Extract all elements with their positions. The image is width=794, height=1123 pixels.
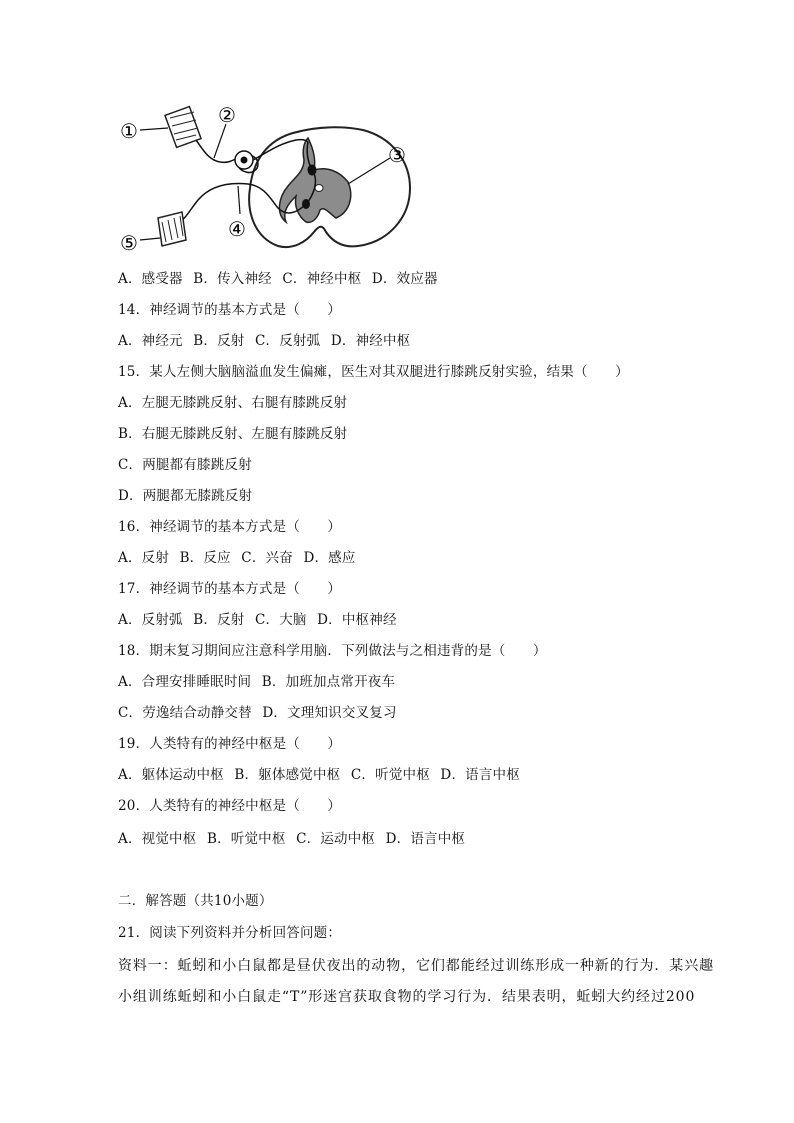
q15-option-b: B．右腿无膝跳反射、左腿有膝跳反射 (118, 426, 348, 442)
q16-option-c: C．兴奋 (241, 550, 293, 566)
q17-stem: 17．神经调节的基本方式是（ ） (118, 581, 342, 597)
q15-option-a: A．左腿无膝跳反射、右腿有膝跳反射 (118, 395, 348, 411)
q20-option-b: B．听觉中枢 (206, 831, 286, 847)
q19-option-d: D．语言中枢 (440, 767, 520, 783)
q16-stem: 16．神经调节的基本方式是（ ） (118, 519, 342, 535)
q14-option-a: A．神经元 (118, 333, 183, 349)
q16-option-d: D．感应 (303, 550, 356, 566)
reflex-arc-diagram (118, 100, 418, 258)
diagram-label-4: ④ (228, 217, 246, 241)
q14-option-b: B．反射 (193, 333, 245, 349)
q18-options-ab (118, 673, 395, 691)
q13-option-b: B．传入神经 (193, 271, 272, 287)
q19-option-b: B．躯体感觉中枢 (234, 767, 341, 783)
q17-option-a: A．反射弧 (118, 612, 183, 628)
diagram-label-1: ① (120, 119, 138, 143)
q14-option-d: D．神经中枢 (330, 333, 411, 349)
q13-option-c: C．神经中枢 (282, 271, 362, 287)
q17-option-c: C．大脑 (254, 612, 307, 628)
q18-option-c: C．劳逸结合动静交替 (118, 705, 252, 721)
q18-option-b: B．加班加点常开夜车 (261, 674, 396, 690)
q14-stem: 14．神经调节的基本方式是（ ） (118, 302, 342, 318)
q16-options (118, 549, 356, 567)
q17-option-b: B．反射 (193, 612, 245, 628)
q16-option-b: B．反应 (179, 550, 231, 566)
q18-option-a: A．合理安排睡眠时间 (118, 674, 252, 690)
diagram-label-2: ② (218, 103, 236, 127)
diagram-label-3: ③ (388, 143, 406, 167)
q20-option-a: A．视觉中枢 (118, 831, 197, 847)
q21-paragraph-line-2: 小组训练蚯蚓和小白鼠走“T”形迷宫获取食物的学习行为．结果表明，蚯蚓大约经过200 (118, 989, 696, 1005)
receptor-skin (165, 107, 201, 148)
effector-muscle (158, 212, 186, 246)
q14-option-c: C．反射弧 (254, 333, 321, 349)
q19-stem: 19．人类特有的神经中枢是（ ） (118, 736, 342, 752)
q17-options (118, 611, 397, 629)
q21-paragraph-line-1: 资料一：蚯蚓和小白鼠都是昼伏夜出的动物，它们都能经过训练形成一种新的行为．某兴趣 (118, 958, 714, 974)
q13-option-d: D．效应器 (371, 271, 438, 287)
q15-stem: 15．某人左侧大脑脑溢血发生偏瘫，医生对其双腿进行膝跳反射实验，结果（ ） (118, 364, 629, 380)
q20-option-d: D．语言中枢 (385, 831, 466, 847)
q18-options-cd (118, 704, 397, 722)
q20-option-c: C．运动中枢 (296, 831, 376, 847)
q14-options (118, 332, 410, 350)
q16-option-a: A．反射 (118, 550, 170, 566)
q19-option-a: A．躯体运动中枢 (118, 767, 224, 783)
q17-option-d: D．中枢神经 (317, 612, 397, 628)
section-heading: 二．解答题（共10小题） (118, 893, 273, 909)
q18-stem: 18．期末复习期间应注意科学用脑．下列做法与之相违背的是（ ） (118, 643, 547, 659)
diagram-label-5: ⑤ (120, 231, 138, 255)
q20-stem: 20．人类特有的神经中枢是（ ） (118, 798, 342, 814)
q19-option-c: C．听觉中枢 (350, 767, 430, 783)
q21-stem: 21．阅读下列资料并分析回答问题： (118, 925, 342, 941)
q19-options (118, 766, 520, 784)
q13-options (118, 270, 438, 288)
q13-option-a: A．感受器 (118, 271, 183, 287)
q18-option-d: D．文理知识交叉复习 (262, 705, 397, 721)
q20-options (118, 830, 465, 848)
central-canal (315, 185, 323, 192)
q15-option-c: C．两腿都有膝跳反射 (118, 457, 252, 473)
q15-option-d: D．两腿都无膝跳反射 (118, 488, 253, 504)
